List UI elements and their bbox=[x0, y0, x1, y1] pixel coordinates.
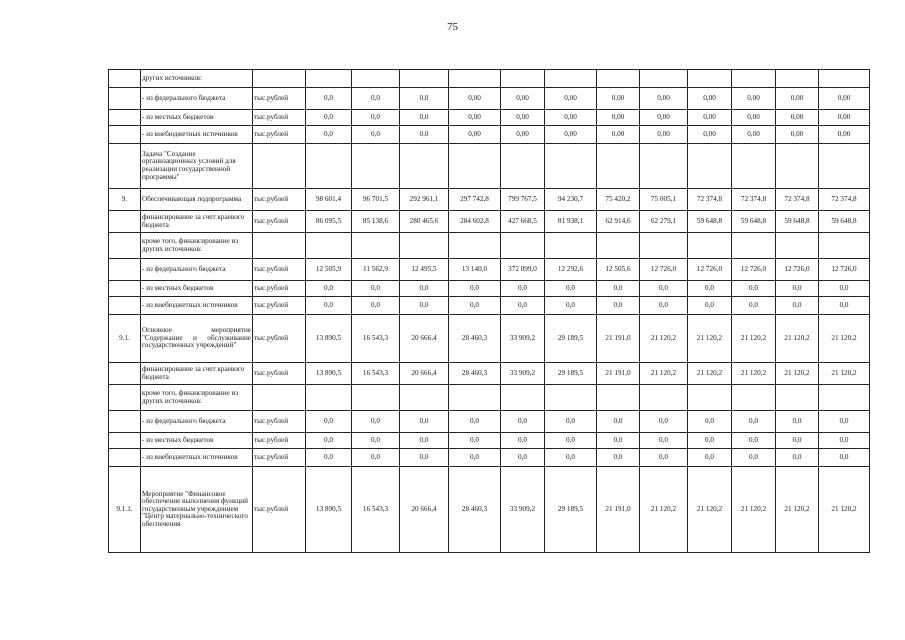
value-cell bbox=[306, 144, 352, 189]
value-cell: 0,0 bbox=[449, 281, 501, 297]
value-cell: 0,00 bbox=[545, 126, 597, 144]
row-number-cell bbox=[109, 110, 141, 126]
unit-cell: тыс.рублей bbox=[253, 363, 306, 385]
value-cell: 0,0 bbox=[352, 433, 400, 449]
value-cell bbox=[352, 144, 400, 189]
row-number-cell bbox=[109, 385, 141, 411]
row-label-cell: - из внебюджетных источников bbox=[141, 449, 253, 467]
value-cell: 0,00 bbox=[545, 110, 597, 126]
value-cell: 81 938,1 bbox=[545, 211, 597, 233]
unit-cell: тыс.рублей bbox=[253, 411, 306, 433]
table-row bbox=[109, 297, 870, 315]
value-cell: 21 120,2 bbox=[819, 363, 870, 385]
value-cell: 0,0 bbox=[400, 281, 449, 297]
value-cell: 0,00 bbox=[819, 88, 870, 110]
value-cell bbox=[597, 144, 640, 189]
table-row bbox=[109, 281, 870, 297]
table-row bbox=[109, 449, 870, 467]
value-cell bbox=[776, 144, 819, 189]
value-cell: 29 189,5 bbox=[545, 363, 597, 385]
value-cell: 75 420,2 bbox=[597, 189, 640, 211]
value-cell bbox=[449, 70, 501, 88]
value-cell: 13 890,5 bbox=[306, 315, 352, 363]
value-cell: 0,0 bbox=[501, 411, 545, 433]
value-cell: 0,00 bbox=[449, 110, 501, 126]
row-label-cell: - из федерального бюджета bbox=[141, 88, 253, 110]
value-cell: 21 191,0 bbox=[597, 315, 640, 363]
value-cell: 0,0 bbox=[819, 411, 870, 433]
value-cell bbox=[306, 70, 352, 88]
value-cell: 0,0 bbox=[640, 281, 688, 297]
value-cell: 21 120,2 bbox=[640, 315, 688, 363]
value-cell: 0,0 bbox=[449, 449, 501, 467]
value-cell: 0,00 bbox=[819, 110, 870, 126]
value-cell bbox=[501, 144, 545, 189]
value-cell bbox=[688, 233, 732, 259]
value-cell: 21 120,2 bbox=[688, 315, 732, 363]
value-cell bbox=[640, 70, 688, 88]
unit-cell bbox=[253, 233, 306, 259]
page-number: 75 bbox=[447, 21, 458, 33]
value-cell: 0,0 bbox=[776, 281, 819, 297]
value-cell: 12 292,6 bbox=[545, 259, 597, 281]
value-cell: 12 505,9 bbox=[306, 259, 352, 281]
value-cell: 0,0 bbox=[400, 110, 449, 126]
value-cell bbox=[306, 385, 352, 411]
value-cell: 72 374,8 bbox=[688, 189, 732, 211]
value-cell bbox=[776, 233, 819, 259]
value-cell: 0,0 bbox=[688, 297, 732, 315]
value-cell: 12 726,0 bbox=[819, 259, 870, 281]
value-cell: 0,0 bbox=[819, 449, 870, 467]
value-cell: 0,0 bbox=[545, 281, 597, 297]
value-cell: 0,0 bbox=[352, 88, 400, 110]
row-number-cell bbox=[109, 449, 141, 467]
unit-cell: тыс.рублей bbox=[253, 88, 306, 110]
row-number-cell bbox=[109, 259, 141, 281]
value-cell: 0,0 bbox=[501, 297, 545, 315]
value-cell: 0,0 bbox=[400, 126, 449, 144]
value-cell: 0,0 bbox=[776, 449, 819, 467]
value-cell bbox=[640, 233, 688, 259]
value-cell: 16 543,3 bbox=[352, 467, 400, 553]
value-cell: 0,0 bbox=[732, 449, 776, 467]
value-cell: 0,0 bbox=[819, 297, 870, 315]
value-cell bbox=[449, 144, 501, 189]
value-cell bbox=[819, 385, 870, 411]
value-cell: 0,0 bbox=[597, 433, 640, 449]
value-cell: 96 701,5 bbox=[352, 189, 400, 211]
value-cell: 0,00 bbox=[501, 110, 545, 126]
value-cell: 21 120,2 bbox=[732, 315, 776, 363]
row-label-cell: финансирование за счет краевого бюджета bbox=[141, 211, 253, 233]
row-number-cell bbox=[109, 281, 141, 297]
value-cell bbox=[545, 385, 597, 411]
row-label-cell: финансирование за счет краевого бюджета bbox=[141, 363, 253, 385]
row-number-cell bbox=[109, 411, 141, 433]
value-cell: 0,0 bbox=[306, 297, 352, 315]
value-cell: 20 666,4 bbox=[400, 363, 449, 385]
table-row bbox=[109, 70, 870, 88]
value-cell: 0,0 bbox=[732, 297, 776, 315]
value-cell: 12 495,5 bbox=[400, 259, 449, 281]
value-cell: 59 648,8 bbox=[819, 211, 870, 233]
row-number-cell bbox=[109, 70, 141, 88]
value-cell: 0,0 bbox=[819, 433, 870, 449]
value-cell: 13 140,0 bbox=[449, 259, 501, 281]
value-cell: 0,0 bbox=[352, 411, 400, 433]
unit-cell: тыс.рублей bbox=[253, 467, 306, 553]
value-cell: 0,0 bbox=[640, 449, 688, 467]
row-label-cell: кроме того, финансирование из других источников: bbox=[141, 385, 253, 411]
value-cell: 72 374,8 bbox=[819, 189, 870, 211]
value-cell: 21 120,2 bbox=[688, 363, 732, 385]
value-cell: 0,0 bbox=[501, 281, 545, 297]
table-row bbox=[109, 259, 870, 281]
value-cell: 21 120,2 bbox=[688, 467, 732, 553]
table-row bbox=[109, 189, 870, 211]
value-cell bbox=[400, 233, 449, 259]
row-number-cell: 9. bbox=[109, 189, 141, 211]
row-label-cell: - из внебюджетных источников bbox=[141, 297, 253, 315]
value-cell bbox=[545, 70, 597, 88]
value-cell: 0,0 bbox=[306, 281, 352, 297]
value-cell: 0,0 bbox=[640, 433, 688, 449]
value-cell bbox=[688, 144, 732, 189]
value-cell: 280 465,6 bbox=[400, 211, 449, 233]
value-cell: 0,00 bbox=[776, 110, 819, 126]
value-cell: 0,0 bbox=[449, 411, 501, 433]
value-cell bbox=[732, 70, 776, 88]
value-cell: 29 189,5 bbox=[545, 315, 597, 363]
row-label-cell: кроме того, финансирование из других источников: bbox=[141, 233, 253, 259]
value-cell: 0,0 bbox=[545, 449, 597, 467]
value-cell: 0,0 bbox=[352, 126, 400, 144]
value-cell bbox=[776, 70, 819, 88]
value-cell: 0,0 bbox=[776, 411, 819, 433]
value-cell: 12 505,6 bbox=[597, 259, 640, 281]
value-cell: 0,0 bbox=[545, 433, 597, 449]
value-cell bbox=[501, 233, 545, 259]
value-cell: 75 005,1 bbox=[640, 189, 688, 211]
value-cell bbox=[400, 70, 449, 88]
value-cell: 0,0 bbox=[640, 297, 688, 315]
value-cell: 0,0 bbox=[597, 449, 640, 467]
row-number-cell bbox=[109, 363, 141, 385]
value-cell: 21 120,2 bbox=[732, 363, 776, 385]
value-cell: 72 374,8 bbox=[776, 189, 819, 211]
value-cell: 0,0 bbox=[640, 411, 688, 433]
value-cell bbox=[545, 233, 597, 259]
row-number-cell bbox=[109, 144, 141, 189]
value-cell: 13 890,5 bbox=[306, 467, 352, 553]
value-cell: 0,00 bbox=[732, 88, 776, 110]
value-cell: 0,00 bbox=[597, 110, 640, 126]
value-cell bbox=[449, 233, 501, 259]
value-cell: 98 601,4 bbox=[306, 189, 352, 211]
table-row bbox=[109, 363, 870, 385]
value-cell: 21 120,2 bbox=[819, 467, 870, 553]
table-row bbox=[109, 467, 870, 553]
unit-cell: тыс.рублей bbox=[253, 315, 306, 363]
table-row bbox=[109, 110, 870, 126]
row-number-cell bbox=[109, 233, 141, 259]
value-cell: 86 095,5 bbox=[306, 211, 352, 233]
value-cell: 33 909,2 bbox=[501, 315, 545, 363]
value-cell: 0,0 bbox=[776, 297, 819, 315]
value-cell: 0,0 bbox=[306, 433, 352, 449]
value-cell: 21 191,0 bbox=[597, 467, 640, 553]
value-cell: 0,0 bbox=[597, 281, 640, 297]
unit-cell: тыс.рублей bbox=[253, 449, 306, 467]
value-cell: 0,00 bbox=[776, 126, 819, 144]
value-cell: 59 648,8 bbox=[732, 211, 776, 233]
value-cell: 72 374,8 bbox=[732, 189, 776, 211]
value-cell bbox=[597, 233, 640, 259]
value-cell: 0,0 bbox=[352, 449, 400, 467]
value-cell: 62 279,1 bbox=[640, 211, 688, 233]
value-cell: 0,00 bbox=[640, 88, 688, 110]
value-cell bbox=[400, 144, 449, 189]
row-number-cell bbox=[109, 297, 141, 315]
value-cell bbox=[597, 70, 640, 88]
value-cell: 284 602,8 bbox=[449, 211, 501, 233]
value-cell bbox=[732, 233, 776, 259]
value-cell: 21 120,2 bbox=[732, 467, 776, 553]
unit-cell: тыс.рублей bbox=[253, 433, 306, 449]
row-number-cell bbox=[109, 126, 141, 144]
budget-table bbox=[108, 69, 870, 553]
row-label-cell: - из местных бюджетов bbox=[141, 433, 253, 449]
value-cell: 0,0 bbox=[688, 433, 732, 449]
value-cell: 21 120,2 bbox=[776, 363, 819, 385]
value-cell: 0,0 bbox=[449, 433, 501, 449]
value-cell: 28 460,3 bbox=[449, 467, 501, 553]
unit-cell: тыс.рублей bbox=[253, 126, 306, 144]
value-cell: 0,00 bbox=[640, 126, 688, 144]
value-cell: 0,0 bbox=[688, 411, 732, 433]
value-cell bbox=[352, 70, 400, 88]
value-cell: 16 543,3 bbox=[352, 315, 400, 363]
row-label-cell: Задача "Создание организационных условий для реализации государственной программы" bbox=[141, 144, 253, 189]
value-cell bbox=[819, 144, 870, 189]
value-cell: 0,0 bbox=[597, 411, 640, 433]
unit-cell: тыс.рублей bbox=[253, 110, 306, 126]
value-cell: 21 120,2 bbox=[819, 315, 870, 363]
unit-cell: тыс.рублей bbox=[253, 189, 306, 211]
value-cell: 12 726,0 bbox=[640, 259, 688, 281]
value-cell: 799 767,5 bbox=[501, 189, 545, 211]
value-cell: 0,0 bbox=[732, 433, 776, 449]
value-cell: 21 120,2 bbox=[776, 467, 819, 553]
row-label-cell: - из местных бюджетов bbox=[141, 110, 253, 126]
unit-cell: тыс.рублей bbox=[253, 259, 306, 281]
unit-cell: тыс.рублей bbox=[253, 281, 306, 297]
value-cell: 0,0 bbox=[501, 433, 545, 449]
table-row bbox=[109, 315, 870, 363]
value-cell: 12 726,0 bbox=[688, 259, 732, 281]
value-cell bbox=[640, 385, 688, 411]
value-cell: 0,00 bbox=[597, 88, 640, 110]
value-cell: 0,0 bbox=[732, 281, 776, 297]
value-cell bbox=[352, 385, 400, 411]
value-cell: 0,0 bbox=[545, 411, 597, 433]
value-cell: 0,00 bbox=[449, 88, 501, 110]
row-label-cell: Мероприятие "Финансовое обеспечение выполнения функций государственным учреждением "Центр материально-технического обеспечения bbox=[141, 467, 253, 553]
value-cell bbox=[776, 385, 819, 411]
value-cell: 0,00 bbox=[732, 126, 776, 144]
value-cell: 0,0 bbox=[352, 110, 400, 126]
value-cell: 0,0 bbox=[400, 88, 449, 110]
value-cell: 0,0 bbox=[776, 433, 819, 449]
value-cell: 28 460,3 bbox=[449, 315, 501, 363]
value-cell: 85 138,6 bbox=[352, 211, 400, 233]
table-body bbox=[109, 70, 870, 553]
value-cell bbox=[688, 385, 732, 411]
value-cell: 0,0 bbox=[597, 297, 640, 315]
table-row bbox=[109, 385, 870, 411]
value-cell: 0,0 bbox=[306, 126, 352, 144]
unit-cell bbox=[253, 144, 306, 189]
unit-cell: тыс.рублей bbox=[253, 211, 306, 233]
value-cell: 94 230,7 bbox=[545, 189, 597, 211]
table-row bbox=[109, 233, 870, 259]
row-number-cell: 9.1. bbox=[109, 315, 141, 363]
value-cell: 0,00 bbox=[501, 126, 545, 144]
unit-cell bbox=[253, 385, 306, 411]
value-cell: 0,0 bbox=[352, 281, 400, 297]
value-cell: 0,0 bbox=[400, 411, 449, 433]
table-row bbox=[109, 126, 870, 144]
unit-cell: тыс.рублей bbox=[253, 297, 306, 315]
value-cell: 0,0 bbox=[400, 449, 449, 467]
value-cell: 28 460,3 bbox=[449, 363, 501, 385]
value-cell bbox=[597, 385, 640, 411]
value-cell: 292 961,1 bbox=[400, 189, 449, 211]
value-cell bbox=[640, 144, 688, 189]
row-label-cell: - из внебюджетных источников bbox=[141, 126, 253, 144]
table-row bbox=[109, 433, 870, 449]
value-cell: 0,0 bbox=[306, 88, 352, 110]
value-cell bbox=[352, 233, 400, 259]
value-cell bbox=[449, 385, 501, 411]
value-cell: 0,00 bbox=[819, 126, 870, 144]
value-cell: 0,0 bbox=[352, 297, 400, 315]
value-cell: 0,0 bbox=[306, 449, 352, 467]
value-cell: 0,0 bbox=[545, 297, 597, 315]
value-cell: 33 909,2 bbox=[501, 467, 545, 553]
value-cell: 59 648,8 bbox=[776, 211, 819, 233]
table-row bbox=[109, 411, 870, 433]
value-cell: 33 909,2 bbox=[501, 363, 545, 385]
value-cell: 21 120,2 bbox=[640, 363, 688, 385]
value-cell: 0,00 bbox=[597, 126, 640, 144]
value-cell: 0,00 bbox=[688, 88, 732, 110]
value-cell: 0,0 bbox=[688, 449, 732, 467]
value-cell bbox=[306, 233, 352, 259]
value-cell: 0,00 bbox=[545, 88, 597, 110]
value-cell bbox=[732, 385, 776, 411]
value-cell bbox=[501, 385, 545, 411]
value-cell: 0,00 bbox=[501, 88, 545, 110]
value-cell: 0,0 bbox=[306, 110, 352, 126]
value-cell: 0,00 bbox=[732, 110, 776, 126]
table-row bbox=[109, 144, 870, 189]
value-cell: 0,0 bbox=[819, 281, 870, 297]
value-cell: 0,0 bbox=[400, 433, 449, 449]
table-row bbox=[109, 88, 870, 110]
value-cell: 11 562,9 bbox=[352, 259, 400, 281]
value-cell: 20 666,4 bbox=[400, 315, 449, 363]
value-cell: 297 742,8 bbox=[449, 189, 501, 211]
row-label-cell: - из федерального бюджета bbox=[141, 259, 253, 281]
row-label-cell: - из федерального бюджета bbox=[141, 411, 253, 433]
value-cell: 0,00 bbox=[688, 110, 732, 126]
value-cell: 12 726,0 bbox=[776, 259, 819, 281]
value-cell: 20 666,4 bbox=[400, 467, 449, 553]
value-cell: 62 914,6 bbox=[597, 211, 640, 233]
unit-cell bbox=[253, 70, 306, 88]
row-number-cell bbox=[109, 88, 141, 110]
value-cell bbox=[501, 70, 545, 88]
value-cell: 0,0 bbox=[400, 297, 449, 315]
value-cell bbox=[819, 233, 870, 259]
value-cell: 21 120,2 bbox=[640, 467, 688, 553]
value-cell bbox=[688, 70, 732, 88]
value-cell bbox=[545, 144, 597, 189]
value-cell: 427 668,5 bbox=[501, 211, 545, 233]
value-cell: 12 726,0 bbox=[732, 259, 776, 281]
row-label-cell: - из местных бюджетов bbox=[141, 281, 253, 297]
value-cell: 59 648,8 bbox=[688, 211, 732, 233]
row-number-cell bbox=[109, 211, 141, 233]
value-cell: 0,0 bbox=[306, 411, 352, 433]
row-label-cell: других источников: bbox=[141, 70, 253, 88]
value-cell: 16 543,3 bbox=[352, 363, 400, 385]
value-cell: 0,0 bbox=[449, 297, 501, 315]
value-cell: 0,0 bbox=[732, 411, 776, 433]
value-cell: 372 099,0 bbox=[501, 259, 545, 281]
row-number-cell: 9.1.1. bbox=[109, 467, 141, 553]
value-cell: 29 189,5 bbox=[545, 467, 597, 553]
table-row bbox=[109, 211, 870, 233]
value-cell: 21 120,2 bbox=[776, 315, 819, 363]
row-label-cell: Обеспечивающая подпрограмма bbox=[141, 189, 253, 211]
value-cell: 0,00 bbox=[640, 110, 688, 126]
value-cell: 0,00 bbox=[776, 88, 819, 110]
value-cell: 21 191,0 bbox=[597, 363, 640, 385]
row-number-cell bbox=[109, 433, 141, 449]
row-label-cell: Основное мероприятие "Содержание и обслуживание государственных учреждений" bbox=[141, 315, 253, 363]
value-cell bbox=[732, 144, 776, 189]
value-cell: 0,0 bbox=[501, 449, 545, 467]
value-cell bbox=[819, 70, 870, 88]
value-cell: 13 890,5 bbox=[306, 363, 352, 385]
value-cell: 0,00 bbox=[449, 126, 501, 144]
value-cell: 0,0 bbox=[688, 281, 732, 297]
value-cell bbox=[400, 385, 449, 411]
value-cell: 0,00 bbox=[688, 126, 732, 144]
